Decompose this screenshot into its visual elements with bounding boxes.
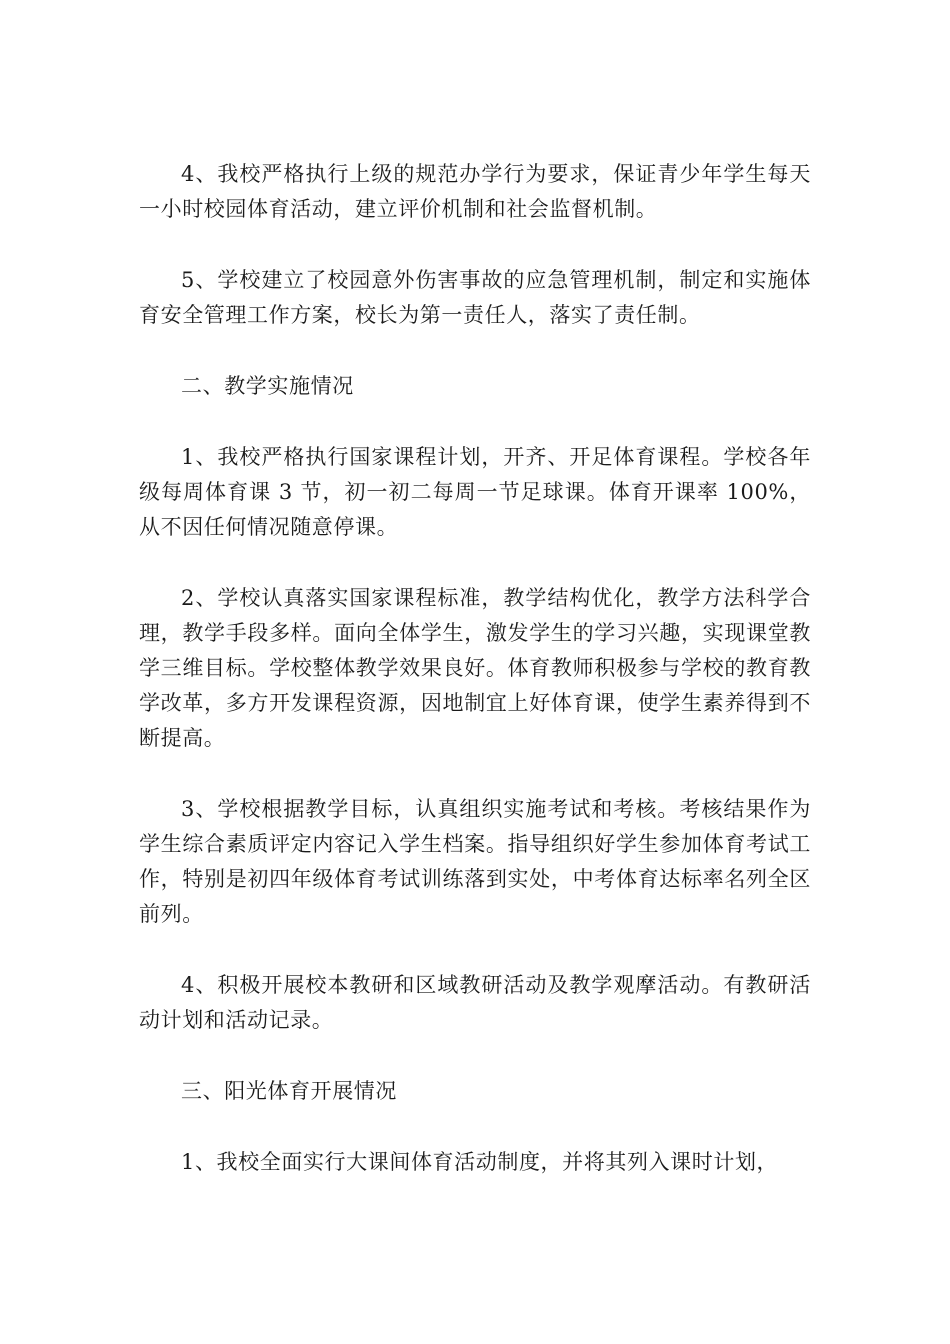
paragraph-2-2: 2、学校认真落实国家课程标准，教学结构优化，教学方法科学合理，教学手段多样。面向全体学生，激发学生的学习兴趣，实现课堂教学三维目标。学校整体教学效果良好。体育教师积极参与学校的教育教学改革，多方开发课程资源，因地制宜上好体育课，使学生素养得到不断提高。 — [139, 586, 811, 750]
section-heading-2: 二、教学实施情况 — [181, 374, 354, 398]
document-body — [139, 157, 811, 1216]
paragraph-3-1: 1、我校全面实行大课间体育活动制度，并将其列入课时计划， — [181, 1150, 779, 1174]
paragraph-1-4: 4、我校严格执行上级的规范办学行为要求，保证青少年学生每天一小时校园体育活动，建立评价机制和社会监督机制。 — [139, 162, 811, 221]
section-heading-3: 三、阳光体育开展情况 — [181, 1079, 397, 1103]
paragraph-2-1: 1、我校严格执行国家课程计划，开齐、开足体育课程。学校各年级每周体育课 3 节，初一初二每周一节足球课。体育开课率 100%，从不因任何情况随意停课。 — [139, 445, 811, 539]
paragraph-1-5: 5、学校建立了校园意外伤害事故的应急管理机制，制定和实施体育安全管理工作方案，校长为第一责任人，落实了责任制。 — [139, 268, 811, 327]
paragraph-2-3: 3、学校根据教学目标，认真组织实施考试和考核。考核结果作为学生综合素质评定内容记入学生档案。指导组织好学生参加体育考试工作，特别是初四年级体育考试训练落到实处，中考体育达标率名列全区前列。 — [139, 797, 811, 926]
paragraph-2-4: 4、积极开展校本教研和区域教研活动及教学观摩活动。有教研活动计划和活动记录。 — [139, 973, 811, 1032]
